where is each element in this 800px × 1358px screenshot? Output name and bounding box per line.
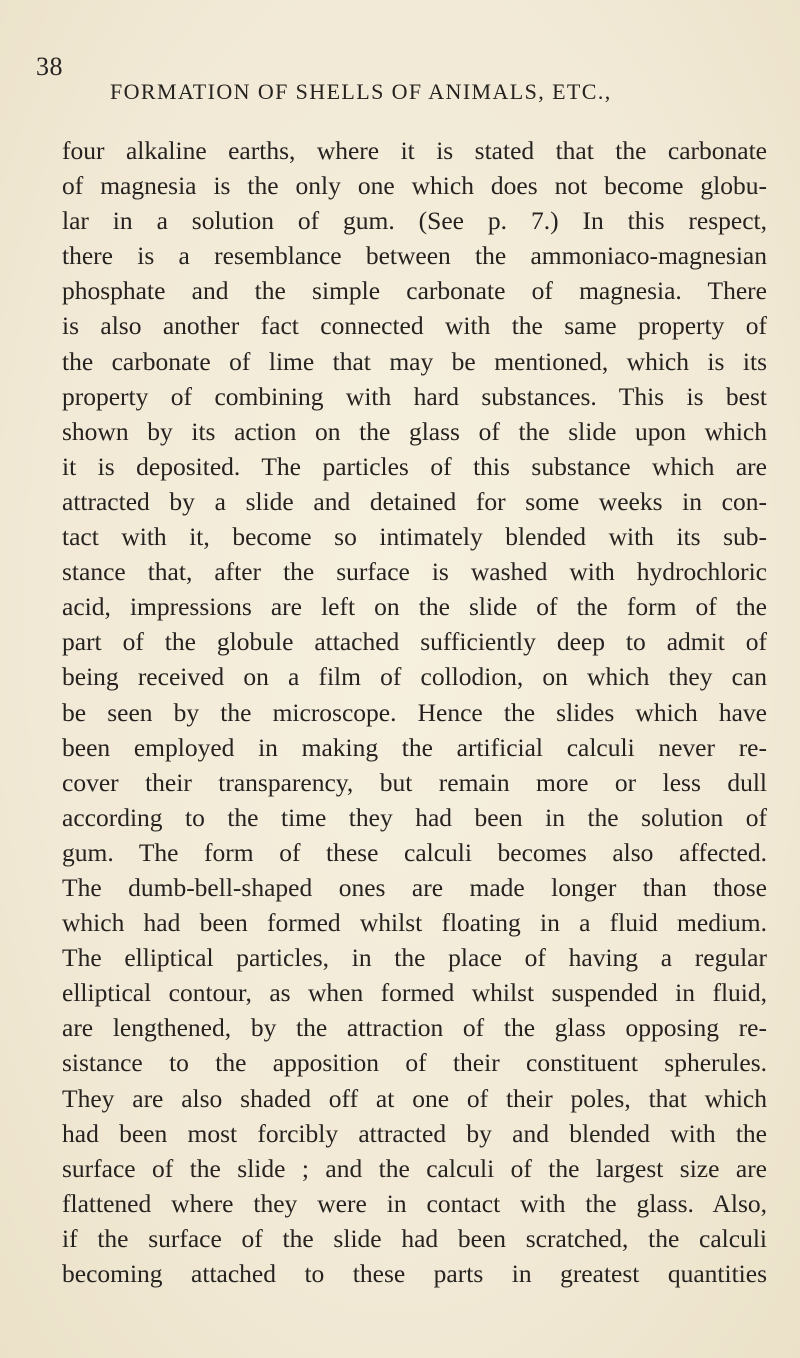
text-line: tact with it, become so intimately blended with its sub-: [62, 522, 767, 552]
text-line: cover their transparency, but remain more or less dull: [62, 767, 767, 797]
text-line: stance that, after the surface is washed with hydrochloric: [62, 557, 767, 587]
page-number: 38: [36, 52, 63, 81]
text-line: be seen by the microscope. Hence the slides which have: [62, 697, 767, 727]
text-line: sistance to the apposition of their constituent spherules.: [62, 1048, 767, 1078]
text-line: of magnesia is the only one which does not become globu-: [62, 171, 767, 201]
body-text: [62, 133, 767, 1291]
text-line: elliptical contour, as when formed whilst suspended in fluid,: [62, 978, 767, 1008]
text-line: according to the time they had been in the solution of: [62, 802, 767, 832]
text-line: if the surface of the slide had been scratched, the calculi: [62, 1223, 767, 1253]
running-head: FORMATION OF SHELLS OF ANIMALS, ETC.,: [110, 79, 612, 104]
text-line: becoming attached to these parts in greatest quantities: [62, 1259, 767, 1288]
text-line: which had been formed whilst floating in a fluid medium.: [62, 908, 767, 938]
text-line: are lengthened, by the attraction of the glass opposing re-: [62, 1013, 767, 1043]
text-line: phosphate and the simple carbonate of magnesia. There: [62, 276, 767, 306]
text-line: The elliptical particles, in the place of having a regular: [62, 943, 767, 973]
text-line: flattened where they were in contact with the glass. Also,: [62, 1188, 767, 1218]
text-line: They are also shaded off at one of their poles, that which: [62, 1083, 767, 1113]
text-line: been employed in making the artificial calculi never re-: [62, 732, 767, 762]
text-line: four alkaline earths, where it is stated that the carbonate: [62, 136, 767, 165]
text-line: there is a resemblance between the ammoniaco-magnesian: [62, 241, 767, 271]
text-line: gum. The form of these calculi becomes also affected.: [62, 837, 767, 867]
text-line: attracted by a slide and detained for some weeks in con-: [62, 486, 767, 516]
text-line: acid, impressions are left on the slide of the form of the: [62, 592, 767, 622]
text-line: shown by its action on the glass of the slide upon which: [62, 416, 767, 446]
text-line: it is deposited. The particles of this substance which are: [62, 451, 767, 481]
text-line: the carbonate of lime that may be mentioned, which is its: [62, 346, 767, 376]
text-line: is also another fact connected with the same property of: [62, 311, 767, 341]
text-line: The dumb-bell-shaped ones are made longer than those: [62, 872, 767, 902]
text-line: surface of the slide ; and the calculi of the largest size are: [62, 1153, 767, 1183]
text-line: lar in a solution of gum. (See p. 7.) In this respect,: [62, 206, 767, 236]
text-line: being received on a film of collodion, on which they can: [62, 662, 767, 692]
text-line: property of combining with hard substances. This is best: [62, 381, 767, 411]
text-line: had been most forcibly attracted by and blended with the: [62, 1118, 767, 1148]
text-line: part of the globule attached sufficiently deep to admit of: [62, 627, 767, 657]
